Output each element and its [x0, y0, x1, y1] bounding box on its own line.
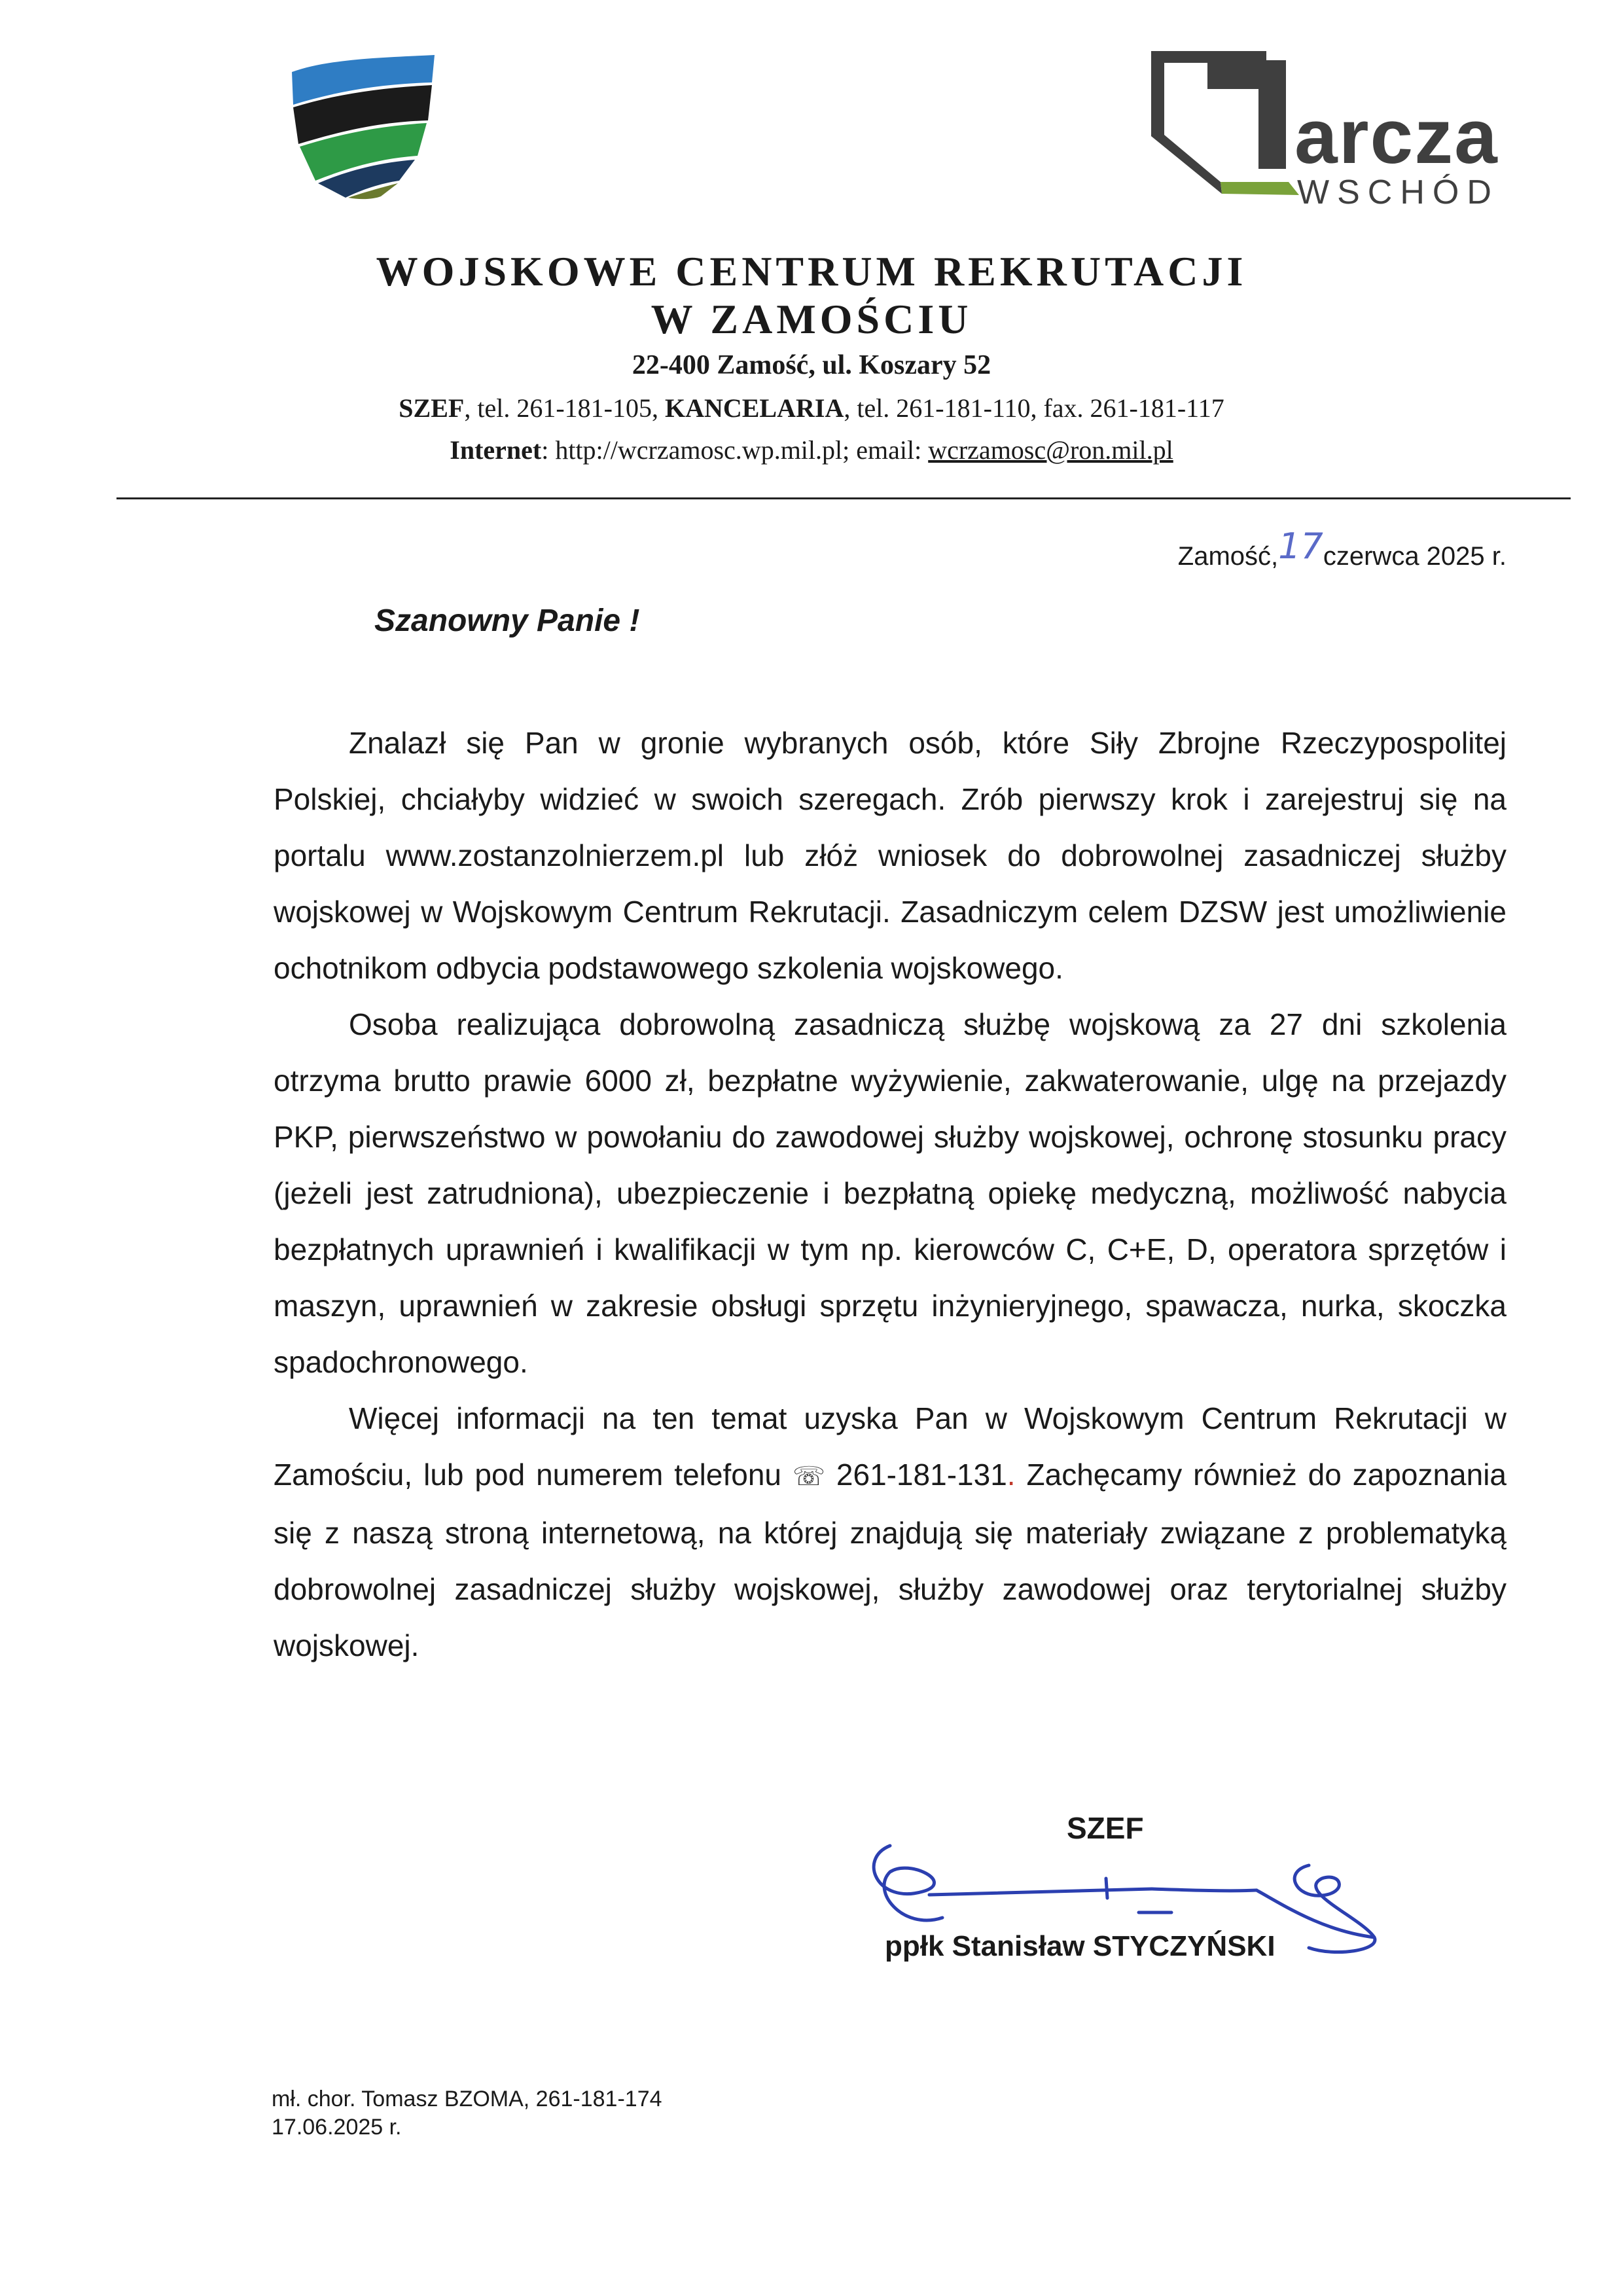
phone-number: 261-181-131: [836, 1458, 1007, 1492]
email-link[interactable]: wcrzamosc@ron.mil.pl: [928, 435, 1173, 465]
footer-date: 17.06.2025 r.: [272, 2115, 402, 2140]
signature-title: SZEF: [1067, 1811, 1144, 1845]
phone-icon: ☏: [792, 1462, 825, 1492]
body-paragraph-1: Znalazł się Pan w gronie wybranych osób, które Siły Zbrojne Rzeczypospolitej Polskiej, chciałyby widzieć w swoich szeregach. Zrób pierwszy krok i zarejestruj się na portalu www.zostanzolnierzem.pl lub złóż wniosek do dobrowolnej zasadniczej służby wojskowej w Wojskowym Centrum Rekrutacji. Zasadniczym celem DZSW jest umożliwienie ochotnikom odbycia podstawowego szkolenia wojskowego.: [274, 726, 1507, 985]
paragraph3-part-a: Więcej informacji na ten temat uzyska Pan w Wojskowym Centrum Rekrutacji w Zamościu, lub pod numerem telefonu: [274, 1401, 1507, 1492]
handwritten-signature-icon: [864, 1833, 1400, 1990]
internet-label: Internet: [450, 435, 542, 465]
shield-logo-icon: [283, 52, 440, 200]
header-divider: [116, 497, 1571, 499]
szef-tel: , tel. 261-181-105,: [464, 393, 665, 423]
org-name-line1: WOJSKOWE CENTRUM REKRUTACJI: [376, 248, 1247, 295]
brand-word: arcza: [1294, 94, 1499, 180]
kancelaria-tel: , tel. 261-181-110, fax. 261-181-117: [844, 393, 1224, 423]
date-day-handwritten: 17: [1278, 526, 1323, 567]
footer-author: mł. chor. Tomasz BZOMA, 261-181-174: [272, 2087, 662, 2111]
letter-date: [1177, 526, 1507, 571]
phone-dot: .: [1007, 1458, 1016, 1492]
kancelaria-label: KANCELARIA: [664, 393, 844, 423]
date-suffix: czerwca 2025 r.: [1323, 542, 1507, 571]
signer-name: ppłk Stanisław STYCZYŃSKI: [885, 1930, 1275, 1962]
org-name-line2: W ZAMOŚCIU: [651, 296, 972, 342]
salutation: Szanowny Panie !: [374, 603, 640, 638]
internet-text: : http://wcrzamosc.wp.mil.pl; email:: [541, 435, 929, 465]
org-phones: [0, 395, 1623, 422]
letter-body: [274, 715, 1507, 1674]
body-paragraph-2: Osoba realizująca dobrowolną zasadniczą służbę wojskową za 27 dni szkolenia otrzyma brutto prawie 6000 zł, bezpłatne wyżywienie, zakwaterowanie, ulgę na przejazdy PKP, pierwszeństwo w powołaniu do zawodowej służby wojskowej, ochronę stosunku pracy (jeżeli jest zatrudniona), ubezpieczenie i bezpłatną opiekę medyczną, możliwość nabycia bezpłatnych uprawnień i kwalifikacji w tym np. kierowców C, C+E, D, operatora sprzętów i maszyn, uprawnień w zakresie obsługi sprzętu inżynieryjnego, spawacza, nurka, skoczka spadochronowego.: [274, 1007, 1507, 1379]
body-paragraph-3: [274, 1390, 1507, 1674]
brand-subword: WSCHÓD: [1297, 173, 1499, 211]
date-prefix: Zamość,: [1177, 542, 1279, 571]
paragraph3-part-b: Zachęcamy również do zapoznania się z naszą stroną internetową, na której znajdują się materiały związane z problematyką dobrowolnej zasadniczej służby wojskowej, służby zawodowej oraz terytorialnej służby wojskowej.: [274, 1458, 1507, 1662]
org-address: 22-400 Zamość, ul. Koszary 52: [632, 350, 991, 380]
szef-label: SZEF: [399, 393, 465, 423]
org-internet: [0, 437, 1623, 463]
